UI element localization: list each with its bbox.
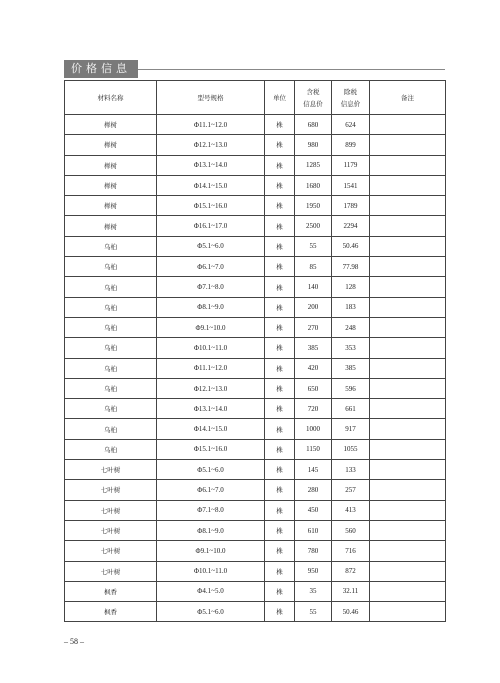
cell-note <box>370 399 446 419</box>
cell-note <box>370 155 446 175</box>
header-spec: 型号规格 <box>157 81 265 115</box>
cell-name: 乌桕 <box>65 439 157 459</box>
cell-name: 榉树 <box>65 175 157 195</box>
cell-tax-inclusive: 385 <box>295 338 332 358</box>
cell-tax-inclusive: 780 <box>295 541 332 561</box>
cell-unit: 株 <box>265 155 295 175</box>
cell-note <box>370 297 446 317</box>
cell-tax-inclusive: 2500 <box>295 216 332 236</box>
cell-spec: Φ8.1~9.0 <box>157 297 265 317</box>
cell-tax-exclusive: 385 <box>332 358 370 378</box>
cell-unit: 株 <box>265 399 295 419</box>
cell-tax-exclusive: 413 <box>332 500 370 520</box>
cell-note <box>370 480 446 500</box>
cell-tax-exclusive: 50.46 <box>332 602 370 622</box>
table-row <box>65 500 446 520</box>
cell-tax-inclusive: 145 <box>295 460 332 480</box>
cell-tax-inclusive: 650 <box>295 378 332 398</box>
price-table-container <box>64 80 445 620</box>
table-row <box>65 561 446 581</box>
cell-note <box>370 216 446 236</box>
cell-spec: Φ4.1~5.0 <box>157 581 265 601</box>
cell-tax-inclusive: 950 <box>295 561 332 581</box>
cell-tax-exclusive: 50.46 <box>332 236 370 256</box>
cell-unit: 株 <box>265 196 295 216</box>
table-row <box>65 216 446 236</box>
header-name: 材料名称 <box>65 81 157 115</box>
cell-unit: 株 <box>265 297 295 317</box>
cell-tax-exclusive: 872 <box>332 561 370 581</box>
cell-tax-inclusive: 140 <box>295 277 332 297</box>
cell-unit: 株 <box>265 561 295 581</box>
cell-unit: 株 <box>265 520 295 540</box>
cell-tax-exclusive: 32.11 <box>332 581 370 601</box>
cell-name: 榉树 <box>65 155 157 175</box>
cell-tax-inclusive: 35 <box>295 581 332 601</box>
table-header-row <box>65 81 446 115</box>
cell-note <box>370 257 446 277</box>
cell-tax-exclusive: 248 <box>332 317 370 337</box>
cell-name: 乌桕 <box>65 378 157 398</box>
cell-unit: 株 <box>265 460 295 480</box>
cell-spec: Φ5.1~6.0 <box>157 460 265 480</box>
cell-tax-inclusive: 85 <box>295 257 332 277</box>
cell-spec: Φ5.1~6.0 <box>157 602 265 622</box>
cell-spec: Φ13.1~14.0 <box>157 399 265 419</box>
table-row <box>65 602 446 622</box>
cell-note <box>370 581 446 601</box>
cell-unit: 株 <box>265 135 295 155</box>
cell-name: 七叶树 <box>65 500 157 520</box>
cell-tax-inclusive: 720 <box>295 399 332 419</box>
cell-spec: Φ13.1~14.0 <box>157 155 265 175</box>
cell-tax-inclusive: 280 <box>295 480 332 500</box>
cell-name: 乌桕 <box>65 257 157 277</box>
header-note: 备注 <box>370 81 446 115</box>
cell-spec: Φ6.1~7.0 <box>157 257 265 277</box>
cell-unit: 株 <box>265 236 295 256</box>
table-row <box>65 358 446 378</box>
cell-name: 乌桕 <box>65 297 157 317</box>
cell-tax-exclusive: 899 <box>332 135 370 155</box>
table-row <box>65 338 446 358</box>
cell-note <box>370 236 446 256</box>
cell-tax-exclusive: 560 <box>332 520 370 540</box>
table-row <box>65 399 446 419</box>
cell-spec: Φ5.1~6.0 <box>157 236 265 256</box>
cell-spec: Φ12.1~13.0 <box>157 135 265 155</box>
cell-unit: 株 <box>265 277 295 297</box>
cell-tax-exclusive: 661 <box>332 399 370 419</box>
table-row <box>65 520 446 540</box>
cell-tax-exclusive: 917 <box>332 419 370 439</box>
cell-tax-exclusive: 133 <box>332 460 370 480</box>
cell-unit: 株 <box>265 216 295 236</box>
cell-tax-inclusive: 1285 <box>295 155 332 175</box>
header-tax-exclusive <box>332 81 370 115</box>
cell-name: 乌桕 <box>65 277 157 297</box>
table-row <box>65 175 446 195</box>
cell-unit: 株 <box>265 500 295 520</box>
cell-unit: 株 <box>265 602 295 622</box>
table-row <box>65 419 446 439</box>
cell-note <box>370 115 446 135</box>
cell-unit: 株 <box>265 358 295 378</box>
cell-tax-inclusive: 680 <box>295 115 332 135</box>
cell-tax-inclusive: 55 <box>295 236 332 256</box>
table-row <box>65 257 446 277</box>
cell-tax-inclusive: 200 <box>295 297 332 317</box>
cell-spec: Φ16.1~17.0 <box>157 216 265 236</box>
header-tax-inclusive-line1: 含税 <box>306 87 320 96</box>
cell-tax-inclusive: 55 <box>295 602 332 622</box>
cell-name: 七叶树 <box>65 460 157 480</box>
table-row <box>65 236 446 256</box>
section-divider <box>138 69 445 70</box>
cell-note <box>370 317 446 337</box>
cell-unit: 株 <box>265 115 295 135</box>
cell-note <box>370 602 446 622</box>
price-table <box>64 80 446 622</box>
section-header <box>64 60 445 78</box>
cell-tax-exclusive: 1789 <box>332 196 370 216</box>
cell-tax-exclusive: 624 <box>332 115 370 135</box>
table-row <box>65 541 446 561</box>
page-number: – 58 – <box>64 637 84 646</box>
cell-tax-exclusive: 1179 <box>332 155 370 175</box>
header-tax-exclusive-line1: 除税 <box>344 87 357 96</box>
cell-spec: Φ8.1~9.0 <box>157 520 265 540</box>
cell-unit: 株 <box>265 419 295 439</box>
cell-spec: Φ11.1~12.0 <box>157 358 265 378</box>
cell-name: 乌桕 <box>65 419 157 439</box>
cell-note <box>370 135 446 155</box>
cell-spec: Φ12.1~13.0 <box>157 378 265 398</box>
table-row <box>65 155 446 175</box>
cell-tax-exclusive: 128 <box>332 277 370 297</box>
cell-name: 乌桕 <box>65 358 157 378</box>
cell-tax-inclusive: 1000 <box>295 419 332 439</box>
cell-note <box>370 419 446 439</box>
cell-tax-inclusive: 610 <box>295 520 332 540</box>
cell-spec: Φ14.1~15.0 <box>157 419 265 439</box>
cell-spec: Φ10.1~11.0 <box>157 338 265 358</box>
cell-tax-exclusive: 257 <box>332 480 370 500</box>
cell-unit: 株 <box>265 541 295 561</box>
cell-name: 乌桕 <box>65 317 157 337</box>
cell-note <box>370 196 446 216</box>
cell-spec: Φ14.1~15.0 <box>157 175 265 195</box>
table-body <box>65 115 446 622</box>
cell-spec: Φ7.1~8.0 <box>157 500 265 520</box>
cell-note <box>370 541 446 561</box>
cell-spec: Φ7.1~8.0 <box>157 277 265 297</box>
cell-tax-inclusive: 980 <box>295 135 332 155</box>
table-row <box>65 460 446 480</box>
header-tax-inclusive-line2: 信息价 <box>303 99 323 108</box>
table-row <box>65 317 446 337</box>
cell-tax-inclusive: 1950 <box>295 196 332 216</box>
section-title: 价格信息 <box>64 60 138 78</box>
table-row <box>65 277 446 297</box>
cell-note <box>370 561 446 581</box>
cell-tax-inclusive: 270 <box>295 317 332 337</box>
header-tax-exclusive-line2: 信息价 <box>340 99 361 108</box>
cell-name: 榉树 <box>65 115 157 135</box>
cell-spec: Φ9.1~10.0 <box>157 541 265 561</box>
cell-name: 七叶树 <box>65 561 157 581</box>
table-row <box>65 135 446 155</box>
cell-spec: Φ10.1~11.0 <box>157 561 265 581</box>
cell-unit: 株 <box>265 378 295 398</box>
cell-note <box>370 378 446 398</box>
cell-tax-inclusive: 1680 <box>295 175 332 195</box>
cell-tax-exclusive: 77.98 <box>332 257 370 277</box>
cell-name: 乌桕 <box>65 338 157 358</box>
cell-spec: Φ15.1~16.0 <box>157 196 265 216</box>
table-row <box>65 115 446 135</box>
cell-unit: 株 <box>265 581 295 601</box>
cell-unit: 株 <box>265 480 295 500</box>
cell-note <box>370 358 446 378</box>
cell-tax-exclusive: 2294 <box>332 216 370 236</box>
cell-unit: 株 <box>265 338 295 358</box>
cell-name: 七叶树 <box>65 541 157 561</box>
cell-name: 榉树 <box>65 196 157 216</box>
cell-unit: 株 <box>265 317 295 337</box>
cell-unit: 株 <box>265 175 295 195</box>
cell-name: 乌桕 <box>65 399 157 419</box>
cell-tax-exclusive: 596 <box>332 378 370 398</box>
cell-note <box>370 175 446 195</box>
cell-tax-exclusive: 1541 <box>332 175 370 195</box>
header-tax-inclusive <box>295 81 332 115</box>
cell-unit: 株 <box>265 257 295 277</box>
cell-name: 榉树 <box>65 135 157 155</box>
table-row <box>65 297 446 317</box>
cell-name: 七叶树 <box>65 520 157 540</box>
cell-tax-inclusive: 420 <box>295 358 332 378</box>
cell-tax-exclusive: 1055 <box>332 439 370 459</box>
cell-unit: 株 <box>265 439 295 459</box>
cell-spec: Φ15.1~16.0 <box>157 439 265 459</box>
table-row <box>65 196 446 216</box>
cell-tax-inclusive: 1150 <box>295 439 332 459</box>
cell-name: 乌桕 <box>65 236 157 256</box>
cell-tax-inclusive: 450 <box>295 500 332 520</box>
cell-tax-exclusive: 716 <box>332 541 370 561</box>
cell-note <box>370 338 446 358</box>
cell-name: 枫香 <box>65 602 157 622</box>
table-row <box>65 581 446 601</box>
cell-name: 榉树 <box>65 216 157 236</box>
cell-spec: Φ11.1~12.0 <box>157 115 265 135</box>
cell-name: 七叶树 <box>65 480 157 500</box>
header-unit: 单位 <box>265 81 295 115</box>
cell-note <box>370 520 446 540</box>
cell-note <box>370 439 446 459</box>
table-row <box>65 480 446 500</box>
cell-name: 枫香 <box>65 581 157 601</box>
table-row <box>65 439 446 459</box>
table-row <box>65 378 446 398</box>
cell-note <box>370 277 446 297</box>
cell-spec: Φ9.1~10.0 <box>157 317 265 337</box>
cell-note <box>370 500 446 520</box>
cell-note <box>370 460 446 480</box>
cell-tax-exclusive: 183 <box>332 297 370 317</box>
cell-spec: Φ6.1~7.0 <box>157 480 265 500</box>
cell-tax-exclusive: 353 <box>332 338 370 358</box>
